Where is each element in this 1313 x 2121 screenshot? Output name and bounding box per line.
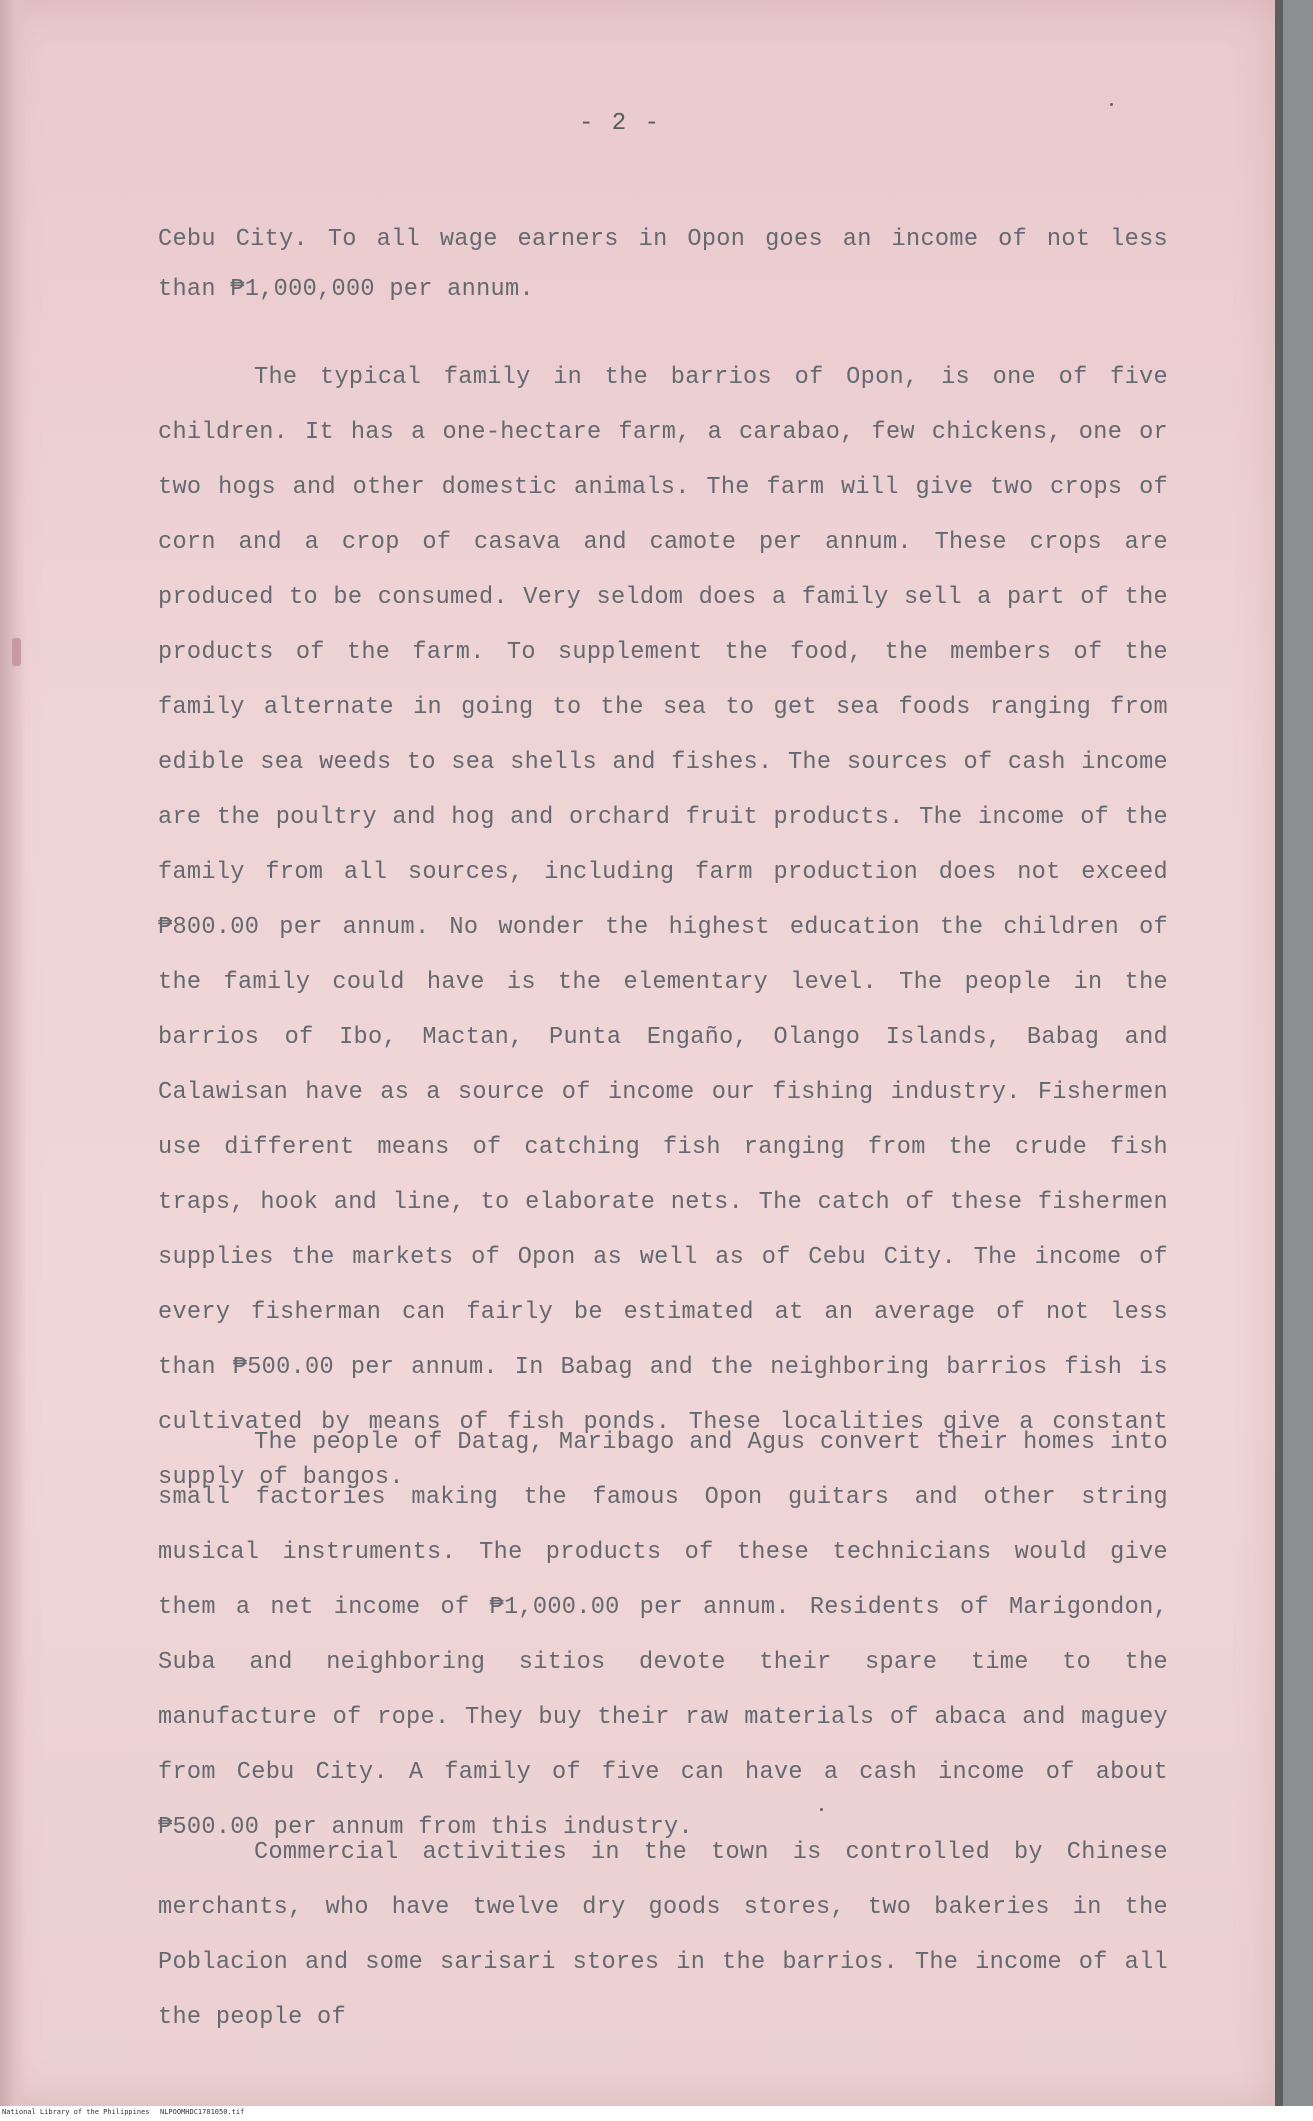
paragraph-1: Cebu City. To all wage earners in Opon goes an income of not less than ₱1,000,000 per annum. xyxy=(158,226,1168,303)
footer-file-id: NLPOOMHDC1701050.tif xyxy=(160,2108,245,2116)
paper-speck xyxy=(1110,103,1113,106)
paper-stain xyxy=(12,638,21,666)
page-shadow-edge xyxy=(1275,0,1283,2121)
paragraph-3: The people of Datag, Maribago and Agus convert their homes into small factories making the famous Opon guitars and other string musical instruments. The products of these technicians would give them a net income of ₱1,000.00 per annum. Residents of Marigondon, Suba and neighboring sitios devote their spare time to the manufacture of rope. They buy their raw materials of abaca and maguey from Cebu City. A family of five can have a cash income of about ₱500.00 per annum from this industry. xyxy=(158,1429,1168,1841)
footer-library-name: National Library of the Philippines xyxy=(2,2108,150,2116)
page-binding-edge xyxy=(0,0,26,2106)
paragraph-2: The typical family in the barrios of Opon, is one of five children. It has a one-hectare farm, a carabao, few chickens, one or two hogs and other domestic animals. The farm will give two crops of corn and a crop of casava and camote per annum. These crops are produced to be consumed. Very seldom does a family sell a part of the products of the farm. To supplement the food, the members of the family alternate in going to the sea to get sea foods ranging from edible sea weeds to sea shells and fishes. The sources of cash income are the poultry and hog and orchard fruit products. The income of the family from all sources, including farm production does not exceed ₱800.00 per annum. No wonder the highest education the children of the family could have is the elementary level. The people in the barrios of Ibo, Mactan, Punta Engaño, Olango Islands, Babag and Calawisan have as a source of income our fishing industry. Fishermen use different means of catching fish ranging from the crude fish traps, hook and line, to elaborate nets. The catch of these fishermen supplies the markets of Opon as well as of Cebu City. The income of every fisherman can fairly be estimated at an average of not less than ₱500.00 per annum. In Babag and the neighboring barrios fish is cultivated by means of fish ponds. These localities give a constant supply of bangos. xyxy=(158,364,1168,1491)
paragraph-4: Commercial activities in the town is controlled by Chinese merchants, who have twelve dry goods stores, two bakeries in the Poblacion and some sarisari stores in the barrios. The income of all the people of xyxy=(158,1839,1168,2031)
page-number: - 2 - xyxy=(578,110,661,137)
